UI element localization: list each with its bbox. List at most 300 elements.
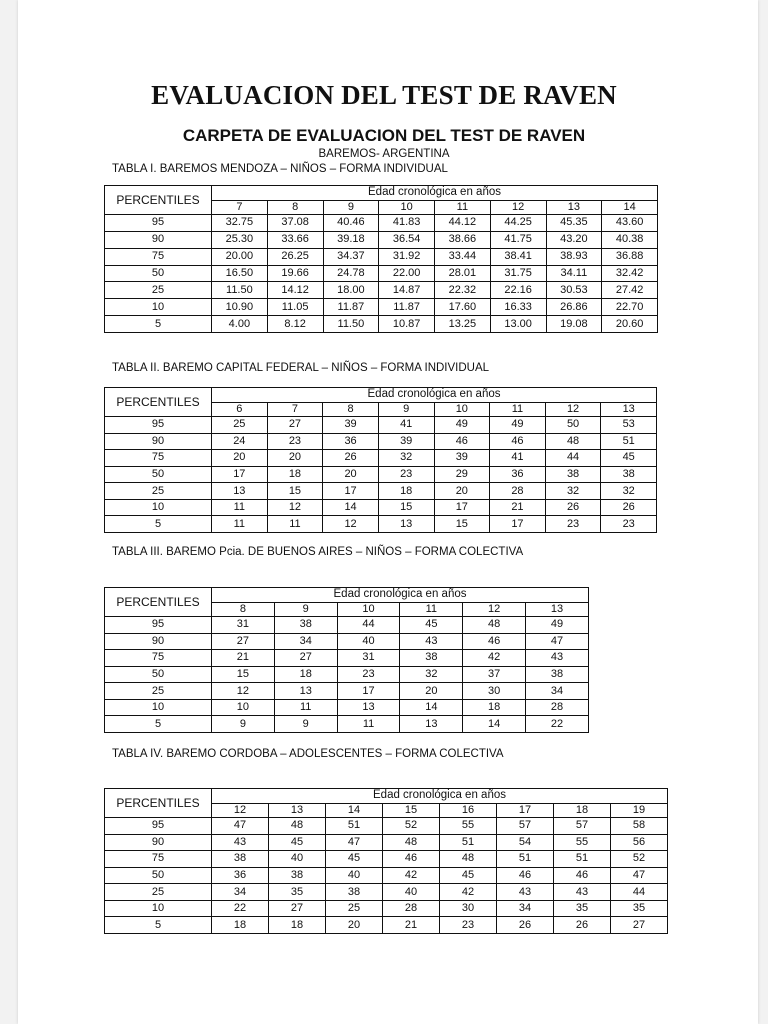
score-cell: 11.05: [267, 299, 323, 316]
score-cell: 49: [490, 417, 546, 434]
score-cell: 38: [212, 851, 269, 868]
score-cell: 27: [267, 417, 323, 434]
age-header: 11: [490, 403, 546, 417]
score-cell: 12: [267, 499, 323, 516]
score-cell: 31.92: [379, 248, 435, 265]
score-cell: 33.44: [435, 248, 491, 265]
score-cell: 26: [554, 917, 611, 934]
score-cell: 51: [497, 851, 554, 868]
score-cell: 14.87: [379, 282, 435, 299]
score-cell: 43: [526, 650, 589, 667]
table-row: [105, 248, 658, 265]
score-cell: 21: [383, 917, 440, 934]
score-cell: 20: [400, 683, 463, 700]
score-cell: 42: [463, 650, 526, 667]
score-cell: 20: [326, 917, 383, 934]
score-cell: 23: [337, 666, 400, 683]
percentiles-header: PERCENTILES: [105, 388, 212, 417]
score-cell: 17: [434, 499, 490, 516]
score-cell: 26: [601, 499, 657, 516]
score-cell: 48: [463, 617, 526, 634]
score-cell: 15: [434, 516, 490, 533]
age-header: 13: [546, 201, 602, 215]
score-cell: 33.66: [267, 231, 323, 248]
score-cell: 51: [440, 834, 497, 851]
score-cell: 9: [274, 716, 337, 733]
table-row: [105, 450, 657, 467]
score-cell: 22.70: [602, 299, 658, 316]
score-cell: 40.38: [602, 231, 658, 248]
score-cell: 22.16: [490, 282, 546, 299]
score-cell: 18: [463, 699, 526, 716]
age-header: 12: [490, 201, 546, 215]
score-cell: 38: [326, 884, 383, 901]
score-cell: 13: [378, 516, 434, 533]
score-cell: 11: [274, 699, 337, 716]
score-cell: 11: [267, 516, 323, 533]
age-group-header: Edad cronológica en años: [212, 186, 658, 201]
score-cell: 21: [212, 650, 275, 667]
age-header: 8: [267, 201, 323, 215]
score-cell: 22.32: [435, 282, 491, 299]
percentile-cell: 25: [105, 683, 212, 700]
percentile-cell: 90: [105, 834, 212, 851]
score-cell: 58: [611, 818, 668, 835]
table-row: [105, 851, 668, 868]
score-cell: 32.75: [212, 215, 268, 232]
score-cell: 50: [545, 417, 601, 434]
score-cell: 46: [463, 633, 526, 650]
score-cell: 44: [545, 450, 601, 467]
score-cell: 32: [601, 483, 657, 500]
table-row: [105, 650, 589, 667]
document-title: EVALUACION DEL TEST DE RAVEN: [151, 80, 617, 110]
score-cell: 14: [400, 699, 463, 716]
score-cell: 45: [326, 851, 383, 868]
score-cell: 28.01: [435, 265, 491, 282]
document-region: BAREMOS- ARGENTINA: [318, 148, 450, 160]
percentile-cell: 5: [105, 516, 212, 533]
score-cell: 10.90: [212, 299, 268, 316]
score-cell: 57: [497, 818, 554, 835]
age-header: 15: [383, 804, 440, 818]
table-row: [105, 884, 668, 901]
percentile-cell: 75: [105, 650, 212, 667]
score-cell: 19.08: [546, 316, 602, 333]
age-header: 10: [379, 201, 435, 215]
score-cell: 13: [400, 716, 463, 733]
score-cell: 21: [490, 499, 546, 516]
score-cell: 47: [326, 834, 383, 851]
score-cell: 18: [274, 666, 337, 683]
score-cell: 41.83: [379, 215, 435, 232]
score-cell: 40: [337, 633, 400, 650]
percentiles-header: PERCENTILES: [105, 186, 212, 215]
age-header: 11: [435, 201, 491, 215]
percentile-cell: 50: [105, 867, 212, 884]
percentile-cell: 10: [105, 900, 212, 917]
table-row: [105, 466, 657, 483]
score-cell: 10: [212, 699, 275, 716]
table-row: [105, 716, 589, 733]
table-row: [105, 900, 668, 917]
score-cell: 55: [440, 818, 497, 835]
score-cell: 15: [378, 499, 434, 516]
score-cell: 53: [601, 417, 657, 434]
score-cell: 47: [212, 818, 269, 835]
age-header: 10: [337, 603, 400, 617]
score-cell: 20: [267, 450, 323, 467]
table-row: [105, 265, 658, 282]
age-group-header: Edad cronológica en años: [212, 789, 668, 804]
percentile-cell: 5: [105, 917, 212, 934]
table-row: [105, 299, 658, 316]
score-cell: 30.53: [546, 282, 602, 299]
score-cell: 18: [212, 917, 269, 934]
score-cell: 10.87: [379, 316, 435, 333]
score-cell: 52: [383, 818, 440, 835]
score-cell: 43: [400, 633, 463, 650]
age-header: 9: [274, 603, 337, 617]
score-cell: 32.42: [602, 265, 658, 282]
percentile-cell: 25: [105, 282, 212, 299]
table-row: [105, 818, 668, 835]
score-cell: 35: [554, 900, 611, 917]
score-cell: 43.20: [546, 231, 602, 248]
score-cell: 20: [212, 450, 268, 467]
score-cell: 57: [554, 818, 611, 835]
score-cell: 31: [337, 650, 400, 667]
score-cell: 40: [383, 884, 440, 901]
score-cell: 42: [383, 867, 440, 884]
score-cell: 49: [434, 417, 490, 434]
table-row: [105, 417, 657, 434]
score-cell: 45: [440, 867, 497, 884]
score-cell: 46: [434, 433, 490, 450]
score-cell: 14: [463, 716, 526, 733]
score-cell: 46: [383, 851, 440, 868]
score-cell: 27: [212, 633, 275, 650]
score-cell: 46: [497, 867, 554, 884]
score-cell: 13.25: [435, 316, 491, 333]
score-cell: 39.18: [323, 231, 379, 248]
age-header: 9: [323, 201, 379, 215]
percentile-cell: 95: [105, 417, 212, 434]
score-cell: 28: [383, 900, 440, 917]
score-cell: 13: [337, 699, 400, 716]
score-cell: 38: [601, 466, 657, 483]
score-cell: 46: [490, 433, 546, 450]
score-cell: 26: [323, 450, 379, 467]
score-cell: 46: [554, 867, 611, 884]
score-cell: 38.93: [546, 248, 602, 265]
score-cell: 34: [212, 884, 269, 901]
score-cell: 4.00: [212, 316, 268, 333]
score-cell: 14: [323, 499, 379, 516]
score-cell: 44: [337, 617, 400, 634]
percentile-cell: 90: [105, 433, 212, 450]
score-cell: 36.54: [379, 231, 435, 248]
percentile-cell: 5: [105, 316, 212, 333]
table-row: [105, 666, 589, 683]
percentile-cell: 90: [105, 231, 212, 248]
score-cell: 44: [611, 884, 668, 901]
score-cell: 51: [601, 433, 657, 450]
document-subtitle: CARPETA DE EVALUACION DEL TEST DE RAVEN: [182, 126, 586, 145]
score-cell: 27: [274, 650, 337, 667]
score-cell: 38: [274, 617, 337, 634]
score-cell: 56: [611, 834, 668, 851]
score-cell: 30: [463, 683, 526, 700]
score-cell: 39: [434, 450, 490, 467]
score-cell: 25: [212, 417, 268, 434]
percentile-cell: 10: [105, 699, 212, 716]
score-cell: 41: [378, 417, 434, 434]
table-row: [105, 316, 658, 333]
score-cell: 18.00: [323, 282, 379, 299]
percentile-cell: 50: [105, 466, 212, 483]
score-cell: 38: [269, 867, 326, 884]
table-3: [104, 587, 589, 733]
score-cell: 43.60: [602, 215, 658, 232]
score-cell: 38.66: [435, 231, 491, 248]
age-header: 8: [323, 403, 379, 417]
score-cell: 24.78: [323, 265, 379, 282]
score-cell: 15: [267, 483, 323, 500]
score-cell: 20.00: [212, 248, 268, 265]
table-row: [105, 917, 668, 934]
score-cell: 27: [611, 917, 668, 934]
score-cell: 45: [601, 450, 657, 467]
table-row: [105, 617, 589, 634]
score-cell: 40: [326, 867, 383, 884]
score-cell: 24: [212, 433, 268, 450]
score-cell: 36: [323, 433, 379, 450]
table-2-caption: TABLA II. BAREMO CAPITAL FEDERAL – NIÑOS – FORMA INDIVIDUAL: [112, 362, 490, 374]
percentile-cell: 95: [105, 215, 212, 232]
table-1-caption: TABLA I. BAREMOS MENDOZA – NIÑOS – FORMA INDIVIDUAL: [112, 163, 448, 175]
score-cell: 38: [545, 466, 601, 483]
percentile-cell: 50: [105, 666, 212, 683]
age-header: 13: [269, 804, 326, 818]
table-4: [104, 788, 668, 934]
score-cell: 18: [267, 466, 323, 483]
score-cell: 43: [497, 884, 554, 901]
percentile-cell: 95: [105, 617, 212, 634]
score-cell: 54: [497, 834, 554, 851]
score-cell: 34.11: [546, 265, 602, 282]
score-cell: 48: [383, 834, 440, 851]
score-cell: 37.08: [267, 215, 323, 232]
score-cell: 26.25: [267, 248, 323, 265]
table-row: [105, 483, 657, 500]
age-header: 12: [463, 603, 526, 617]
table-row: [105, 516, 657, 533]
percentile-cell: 75: [105, 851, 212, 868]
score-cell: 23: [545, 516, 601, 533]
score-cell: 49: [526, 617, 589, 634]
percentile-cell: 75: [105, 248, 212, 265]
score-cell: 13.00: [490, 316, 546, 333]
score-cell: 32: [545, 483, 601, 500]
age-header: 7: [212, 201, 268, 215]
score-cell: 45: [269, 834, 326, 851]
score-cell: 34: [526, 683, 589, 700]
score-cell: 11.50: [323, 316, 379, 333]
score-cell: 11: [212, 499, 268, 516]
score-cell: 30: [440, 900, 497, 917]
age-header: 14: [602, 201, 658, 215]
table-row: [105, 499, 657, 516]
score-cell: 12: [212, 683, 275, 700]
score-cell: 27: [269, 900, 326, 917]
score-cell: 48: [440, 851, 497, 868]
percentile-cell: 90: [105, 633, 212, 650]
score-cell: 51: [326, 818, 383, 835]
score-cell: 39: [323, 417, 379, 434]
score-cell: 36.88: [602, 248, 658, 265]
score-cell: 17: [323, 483, 379, 500]
score-cell: 39: [378, 433, 434, 450]
score-cell: 26.86: [546, 299, 602, 316]
score-cell: 38: [400, 650, 463, 667]
score-cell: 11.87: [323, 299, 379, 316]
score-cell: 26: [545, 499, 601, 516]
score-cell: 23: [378, 466, 434, 483]
table-row: [105, 867, 668, 884]
percentile-cell: 25: [105, 483, 212, 500]
age-header: 14: [326, 804, 383, 818]
age-header: 8: [212, 603, 275, 617]
score-cell: 11: [337, 716, 400, 733]
score-cell: 32: [400, 666, 463, 683]
score-cell: 22: [212, 900, 269, 917]
score-cell: 16.50: [212, 265, 268, 282]
score-cell: 28: [526, 699, 589, 716]
age-group-header: Edad cronológica en años: [212, 588, 589, 603]
table-row: [105, 633, 589, 650]
age-header: 9: [378, 403, 434, 417]
score-cell: 18: [269, 917, 326, 934]
percentiles-header: PERCENTILES: [105, 789, 212, 818]
score-cell: 23: [440, 917, 497, 934]
score-cell: 43: [212, 834, 269, 851]
age-header: 11: [400, 603, 463, 617]
score-cell: 13: [212, 483, 268, 500]
score-cell: 20: [323, 466, 379, 483]
score-cell: 18: [378, 483, 434, 500]
score-cell: 32: [378, 450, 434, 467]
score-cell: 37: [463, 666, 526, 683]
score-cell: 17.60: [435, 299, 491, 316]
score-cell: 17: [490, 516, 546, 533]
score-cell: 38.41: [490, 248, 546, 265]
score-cell: 25.30: [212, 231, 268, 248]
score-cell: 17: [212, 466, 268, 483]
age-header: 6: [212, 403, 268, 417]
score-cell: 34.37: [323, 248, 379, 265]
score-cell: 47: [526, 633, 589, 650]
score-cell: 8.12: [267, 316, 323, 333]
age-header: 12: [212, 804, 269, 818]
score-cell: 41: [490, 450, 546, 467]
score-cell: 36: [490, 466, 546, 483]
table-4-caption: TABLA IV. BAREMO CORDOBA – ADOLESCENTES – FORMA COLECTIVA: [112, 748, 504, 760]
score-cell: 26: [497, 917, 554, 934]
percentile-cell: 50: [105, 265, 212, 282]
age-header: 17: [497, 804, 554, 818]
score-cell: 43: [554, 884, 611, 901]
age-header: 16: [440, 804, 497, 818]
age-header: 13: [601, 403, 657, 417]
score-cell: 22: [526, 716, 589, 733]
table-1: [104, 185, 658, 333]
score-cell: 40.46: [323, 215, 379, 232]
score-cell: 31.75: [490, 265, 546, 282]
score-cell: 23: [267, 433, 323, 450]
score-cell: 23: [601, 516, 657, 533]
percentile-cell: 75: [105, 450, 212, 467]
percentile-cell: 10: [105, 499, 212, 516]
table-2: [104, 387, 657, 533]
score-cell: 51: [554, 851, 611, 868]
table-row: [105, 834, 668, 851]
percentile-cell: 5: [105, 716, 212, 733]
score-cell: 11: [212, 516, 268, 533]
table-3-caption: TABLA III. BAREMO Pcia. DE BUENOS AIRES – NIÑOS – FORMA COLECTIVA: [112, 546, 524, 558]
score-cell: 44.25: [490, 215, 546, 232]
age-header: 18: [554, 804, 611, 818]
score-cell: 29: [434, 466, 490, 483]
score-cell: 47: [611, 867, 668, 884]
score-cell: 9: [212, 716, 275, 733]
score-cell: 15: [212, 666, 275, 683]
age-header: 13: [526, 603, 589, 617]
score-cell: 28: [490, 483, 546, 500]
percentile-cell: 95: [105, 818, 212, 835]
score-cell: 25: [326, 900, 383, 917]
score-cell: 40: [269, 851, 326, 868]
score-cell: 27.42: [602, 282, 658, 299]
score-cell: 35: [611, 900, 668, 917]
score-cell: 44.12: [435, 215, 491, 232]
table-row: [105, 683, 589, 700]
score-cell: 38: [526, 666, 589, 683]
score-cell: 36: [212, 867, 269, 884]
table-row: [105, 231, 658, 248]
score-cell: 41.75: [490, 231, 546, 248]
score-cell: 52: [611, 851, 668, 868]
score-cell: 14.12: [267, 282, 323, 299]
table-row: [105, 215, 658, 232]
age-group-header: Edad cronológica en años: [212, 388, 657, 403]
score-cell: 17: [337, 683, 400, 700]
age-header: 19: [611, 804, 668, 818]
score-cell: 16.33: [490, 299, 546, 316]
percentiles-header: PERCENTILES: [105, 588, 212, 617]
percentile-cell: 10: [105, 299, 212, 316]
score-cell: 55: [554, 834, 611, 851]
age-header: 10: [434, 403, 490, 417]
table-row: [105, 699, 589, 716]
score-cell: 22.00: [379, 265, 435, 282]
score-cell: 34: [497, 900, 554, 917]
score-cell: 48: [545, 433, 601, 450]
score-cell: 11.87: [379, 299, 435, 316]
age-header: 7: [267, 403, 323, 417]
score-cell: 34: [274, 633, 337, 650]
score-cell: 20.60: [602, 316, 658, 333]
